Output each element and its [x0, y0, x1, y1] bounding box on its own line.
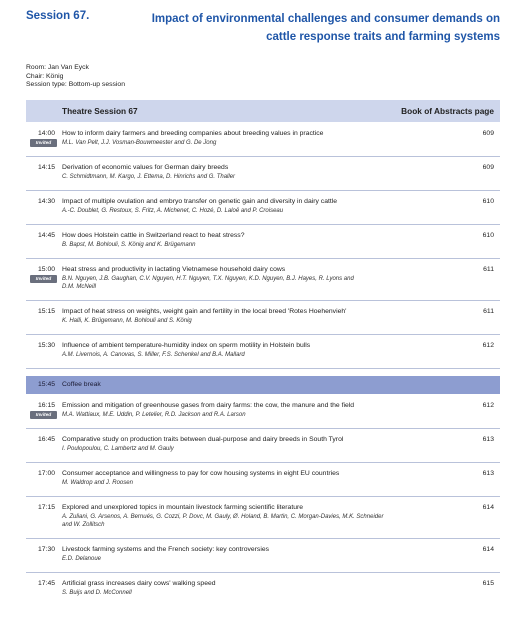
table-header [26, 100, 500, 122]
talk-title: Impact of multiple ovulation and embryo transfer on genetic gain and diversity in dairy cattle [62, 198, 338, 205]
table-row [26, 232, 500, 259]
table-header-title: Theatre Session 67 [62, 106, 138, 116]
talk-authors [62, 275, 467, 291]
talk-title: Explored and unexplored topics in mountain livestock farming scientific literature [62, 504, 304, 511]
session-title: Impact of environmental challenges and consumer demands on cattle response traits and farming systems [151, 13, 500, 43]
talk-title: Derivation of economic values for German dairy breeds [62, 164, 229, 171]
table-row [26, 342, 500, 369]
table-row [26, 436, 500, 463]
table-row [26, 308, 500, 335]
talk-time: 17:30 [38, 546, 56, 553]
talk-time: 17:15 [38, 504, 56, 511]
coffee-break-row [26, 376, 500, 394]
table-row [26, 266, 500, 301]
talk-time: 14:00 [38, 130, 56, 137]
talk-authors-line-1: B.N. Nguyen, J.B. Gaughan, C.V. Nguyen, H.T. Nguyen, T.X. Nguyen, K.D. Nguyen, B.J. Hayes, R. Lyons and [62, 276, 354, 282]
talk-title: Impact of heat stress on weights, weight gain and fertility in the local breed 'Rotes Hoehenvieh' [62, 308, 347, 315]
abstract-page: 612 [482, 402, 494, 409]
talk-authors-line-1: A. Zuliani, G. Arsenos, A. Bernués, G. Cozzi, P. Dovc, M. Gauly, Ø. Holand, B. Martin, C. Morgan-Davies, M.K. Schneider [62, 514, 384, 520]
table-row [26, 580, 500, 602]
talk-authors: A.-C. Doublet, G. Restoux, S. Fritz, A. Michenet, C. Hozé, D. Laloë and P. Croiseau [62, 208, 284, 214]
talk-title: Comparative study on production traits between dual-purpose and dairy breeds in South Tyrol [62, 436, 344, 443]
abstract-page: 612 [482, 342, 494, 349]
abstract-page: 609 [482, 164, 494, 171]
talk-title: Consumer acceptance and willingness to pay for cow housing systems in eight EU countries [62, 470, 340, 477]
session-table [26, 100, 500, 602]
invited-badge: Invited [30, 139, 57, 147]
talk-authors: E.D. Delanoue [62, 556, 102, 562]
talk-authors-line-2: and W. Zollitsch [62, 522, 105, 528]
table-row [26, 402, 500, 429]
talk-title: Livestock farming systems and the French society: key controversies [62, 546, 270, 553]
talk-authors-line-2: D.M. McNeill [62, 284, 96, 290]
talk-time: 17:00 [38, 470, 56, 477]
table-row [26, 198, 500, 225]
abstract-page: 614 [482, 546, 494, 553]
talk-time: 14:15 [38, 164, 56, 171]
table-header-page: Book of Abstracts page [401, 106, 494, 116]
talk-authors: M. Waldrop and J. Roosen [62, 480, 133, 486]
talk-time: 15:00 [38, 266, 56, 273]
talk-authors: K. Halli, K. Brügemann, M. Bohlouli and S. König [62, 318, 192, 324]
talk-authors: A.M. Livernois, A. Canovas, S. Miller, F.S. Schenkel and B.A. Mallard [62, 352, 245, 358]
abstract-page: 613 [482, 470, 494, 477]
talk-authors: M.L. Van Pelt, J.J. Vosman-Bouwmeester and G. De Jong [62, 140, 217, 146]
table-row [26, 546, 500, 573]
talk-title: Influence of ambient temperature-humidity index on sperm motility in Holstein bulls [62, 342, 311, 349]
talk-time: 15:45 [38, 381, 56, 388]
talk-authors: C. Schmidtmann, M. Kargo, J. Ettema, D. Hinrichs and G. Thaller [62, 174, 236, 180]
session-number: Session 67. [26, 10, 90, 22]
abstract-page: 611 [483, 266, 494, 273]
abstract-page: 614 [482, 504, 494, 511]
room-line: Room: Jan Van Eyck [26, 64, 89, 71]
coffee-break-label: Coffee break [62, 381, 101, 388]
abstract-page: 613 [482, 436, 494, 443]
session-type-line: Session type: Bottom-up session [26, 81, 125, 89]
invited-badge: Invited [30, 275, 57, 283]
abstract-page: 610 [482, 232, 494, 239]
abstract-page: 609 [482, 130, 494, 137]
talk-time: 16:45 [38, 436, 56, 443]
talk-authors: M.A. Wattiaux, M.E. Uddin, P. Letelier, R.D. Jackson and R.A. Larson [62, 412, 246, 418]
talk-time: 17:45 [38, 580, 56, 587]
talk-time: 16:15 [38, 402, 56, 409]
talk-time: 15:30 [38, 342, 56, 349]
talk-time: 14:45 [38, 232, 56, 239]
talk-authors [62, 513, 467, 529]
table-row [26, 164, 500, 191]
talk-time: 14:30 [38, 198, 56, 205]
table-row [26, 130, 500, 157]
talk-title: How does Holstein cattle in Switzerland react to heat stress? [62, 232, 245, 239]
invited-badge: Invited [30, 411, 57, 419]
talk-authors: I. Poulopoulou, C. Lambertz and M. Gauly [62, 446, 174, 452]
talk-title: Emission and mitigation of greenhouse gases from dairy farms: the cow, the manure and the field [62, 402, 355, 409]
abstract-page: 611 [483, 308, 494, 315]
table-row [26, 504, 500, 539]
talk-authors: S. Buijs and D. McConnell [62, 590, 132, 596]
abstract-page: 615 [482, 580, 494, 587]
talk-title: How to inform dairy farmers and breeding companies about breeding values in practice [62, 130, 324, 137]
session-meta [26, 64, 125, 90]
talk-title: Heat stress and productivity in lactating Vietnamese household dairy cows [62, 266, 286, 273]
table-row [26, 470, 500, 497]
chair-line: Chair: König [26, 72, 64, 80]
talk-authors: B. Bapst, M. Bohlouli, S. König and K. Brügemann [62, 242, 196, 248]
abstract-page: 610 [482, 198, 494, 205]
talk-time: 15:15 [38, 308, 56, 315]
talk-title: Artificial grass increases dairy cows' walking speed [62, 580, 216, 587]
